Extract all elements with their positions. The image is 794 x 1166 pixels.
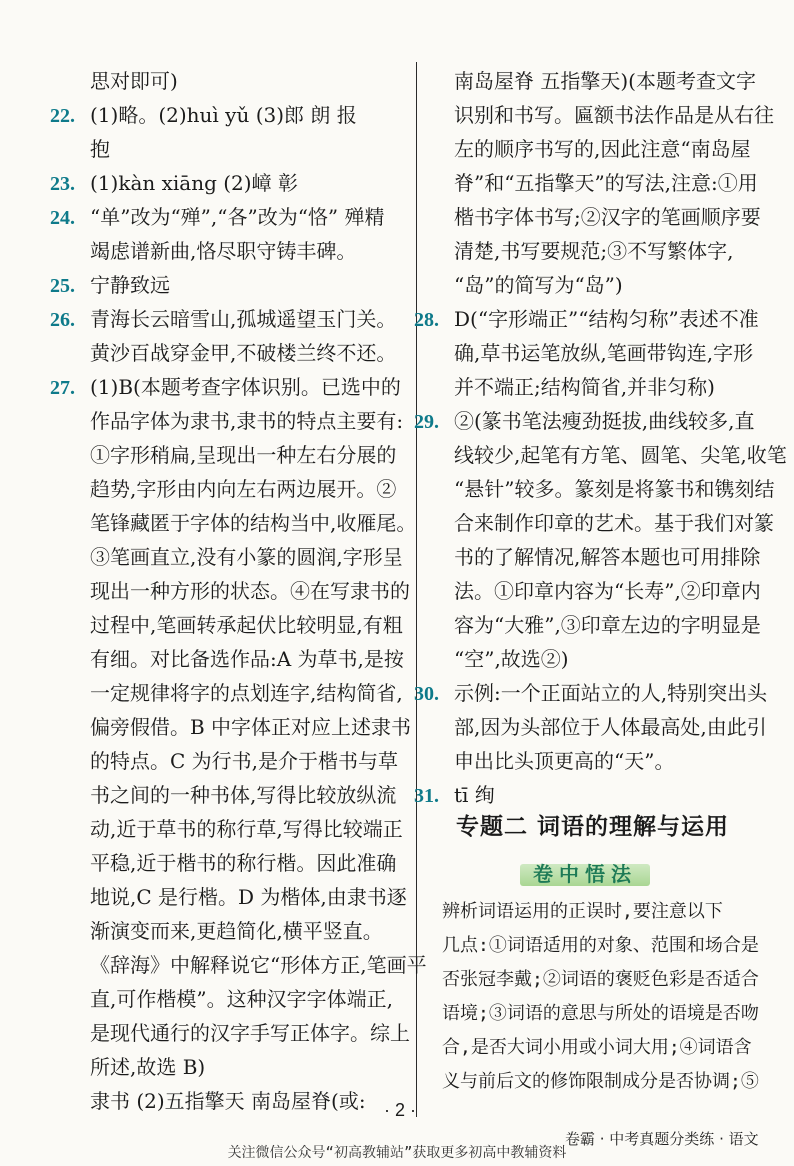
text-line [90,540,410,574]
line-text: 隶书 (2)五指擎天 南岛屋脊(或: [90,1089,366,1113]
line-text: 渐演变而来,更趋简化,横平竖直。 [90,919,383,943]
line-text: 容为“大雅”,③印章左边的字明显是 [454,613,761,637]
line-text: 脊”和“五指擎天”的写法,注意:①用 [454,171,758,195]
text-line [90,234,410,268]
text-line [90,1016,410,1050]
line-text: 竭虑谱新曲,恪尽职守铸丰碑。 [90,239,357,263]
line-text: 动,近于草书的称行草,写得比较端正 [90,817,403,841]
question-number: 24. [50,207,75,229]
text-line [416,574,761,608]
text-line [90,642,410,676]
line-text: 所述,故选 B) [90,1055,206,1079]
question-number: 26. [50,309,75,331]
text-line [416,64,756,98]
text-line [416,472,775,506]
line-text: ②(篆书笔法瘦劲挺拔,曲线较多,直 [454,409,755,433]
line-text: 线较少,起笔有方笔、圆笔、尖笔,收笔 [454,443,787,467]
text-line [416,540,761,574]
text-line [90,64,410,98]
text-line [50,98,410,132]
text-line [414,302,759,336]
text-line [90,914,410,948]
text-line [416,778,756,812]
text-line [50,268,410,302]
method-intro [442,895,762,1099]
page-number: · 2 · [383,1100,416,1120]
text-line [90,404,410,438]
bottom-note: 关注微信公众号“初高教辅站”获取更多初高中教辅资料 [227,1145,567,1161]
line-text: “岛”的简写为“岛”) [454,273,623,297]
text-line [90,744,410,778]
line-text: 清楚,书写要规范;③不写繁体字, [454,239,734,263]
text-line [90,472,410,506]
text-line [90,778,410,812]
text-line [416,744,756,778]
question-number: 28. [414,309,439,331]
book-footer: 卷霸 · 中考真题分类练 · 语文 [565,1130,759,1148]
text-line [90,438,410,472]
text-line [416,336,756,370]
line-text: 地说,C 是行楷。D 为楷体,由隶书逐 [90,885,407,909]
text-line [416,132,756,166]
line-text: 直,可作楷模”。这种汉字字体端正, [90,987,393,1011]
line-text: “单”改为“殚”,“各”改为“恪” 殚精 [90,205,385,229]
line-text: 申出比头顶更高的“天”。 [454,749,675,773]
text-line [50,166,410,200]
intro-line: 义与前后文的修饰限制成分是否协调;⑤ [442,1071,759,1092]
question-number: 25. [50,275,75,297]
text-line [416,98,774,132]
text-line [90,676,410,710]
line-text: 抱 [90,137,110,161]
line-text: 楷书字体书写;②汉字的笔画顺序要 [454,205,761,229]
line-text: 南岛屋脊 五指擎天)(本题考查文字 [454,69,756,93]
line-text: 合来制作印章的艺术。基于我们对篆 [454,511,774,535]
line-text: 《辞海》中解释说它“形体方正,笔画平 [90,953,427,977]
line-text: 青海长云暗雪山,孤城遥望玉门关。 [90,307,397,331]
line-text: 示例:一个正面站立的人,特别突出头 [454,681,768,705]
text-line [90,608,410,642]
line-text: (1)略。(2)huì yǔ (3)郎 朗 报 [90,103,357,127]
text-line [416,710,767,744]
line-text: 部,因为头部位于人体最高处,由此引 [454,715,767,739]
line-text: “空”,故选②) [454,647,569,671]
line-text: D(“字形端正”“结构匀称”表述不准 [454,307,759,331]
question-number: 22. [50,105,75,127]
line-text: 偏旁假借。B 中字体正对应上述隶书 [90,715,412,739]
line-text: 笔锋藏匿于字体的结构当中,收雁尾。 [90,511,417,535]
question-number: 31. [414,785,439,807]
line-text: 平稳,近于楷书的称行楷。因此准确 [90,851,397,875]
text-line [90,710,410,744]
line-text: 确,草书运笔放纵,笔画带钩连,字形 [454,341,754,365]
line-text: 书之间的一种书体,写得比较放纵流 [90,783,397,807]
line-text: 作品字体为隶书,隶书的特点主要有: [90,409,404,433]
line-text: 书的了解情况,解答本题也可用排除 [454,545,761,569]
text-line [50,370,410,404]
text-line [416,166,756,200]
line-text: 现出一种方形的状态。④在写隶书的 [90,579,410,603]
question-number: 27. [50,377,75,399]
text-line [90,506,417,540]
line-text: 宁静致远 [90,273,170,297]
intro-line: 语境;③词语的意思与所处的语境是否吻 [442,1003,759,1024]
line-text: tī 绚 [454,783,495,807]
text-line [416,438,787,472]
text-line [90,948,427,982]
line-text: ③笔画直立,没有小篆的圆润,字形呈 [90,545,403,569]
line-text: 有细。对比备选作品:A 为草书,是按 [90,647,404,671]
right-column [414,64,787,812]
intro-line: 辨析词语运用的正误时,要注意以下 [442,901,723,922]
line-text: 趋势,字形由内向左右两边展开。② [90,477,397,501]
intro-line: 合,是否大词小用或小词大用;④词语含 [442,1037,752,1058]
question-number: 30. [414,683,439,705]
line-text: 法。①印章内容为“长寿”,②印章内 [454,579,761,603]
line-text: 过程中,笔画转承起伏比较明显,有粗 [90,613,403,637]
line-text: 识别和书写。匾额书法作品是从右往 [454,103,774,127]
line-text: 黄沙百战穿金甲,不破楼兰终不还。 [90,341,397,365]
text-line [90,880,410,914]
text-line [416,506,774,540]
line-text: 是现代通行的汉字手写正体字。综上 [90,1021,410,1045]
line-text: 左的顺序书写的,因此注意“南岛屋 [454,137,751,161]
text-line [416,268,756,302]
line-text: (1)kàn xiāng (2)嶂 彰 [90,171,298,195]
intro-line: 否张冠李戴;②词语的褒贬色彩是否适合 [442,969,759,990]
subhead-banner [520,860,650,886]
text-line [416,642,756,676]
text-line [90,846,410,880]
subhead-text: 卷中悟法 [533,862,637,886]
line-text: 并不端正;结构简省,并非匀称) [454,375,715,399]
text-line [416,608,761,642]
text-line [90,1050,410,1084]
text-line [416,234,756,268]
text-line [416,370,756,404]
text-line [90,982,410,1016]
text-line [90,812,410,846]
line-text: 一定规律将字的点划连字,结构简省, [90,681,403,705]
line-text: ①字形稍扁,呈现出一种左右分展的 [90,443,397,467]
line-text: (1)B(本题考查字体识别。已选中的 [90,375,401,399]
text-line [50,200,410,234]
question-number: 23. [50,173,75,195]
text-line [50,302,410,336]
line-text: 思对即可) [90,69,178,93]
text-line [90,574,410,608]
text-line [416,200,761,234]
line-text: 的特点。C 为行书,是介于楷书与草 [90,749,399,773]
intro-line: 几点:①词语适用的对象、范围和场合是 [442,935,759,956]
line-text: “悬针”较多。篆刻是将篆书和镌刻结 [454,477,775,501]
section-title: 专题二 词语的理解与运用 [456,813,730,840]
text-line [90,336,410,370]
text-line [90,132,410,166]
text-line [414,676,768,710]
question-number: 29. [414,411,439,433]
text-line [416,404,756,438]
